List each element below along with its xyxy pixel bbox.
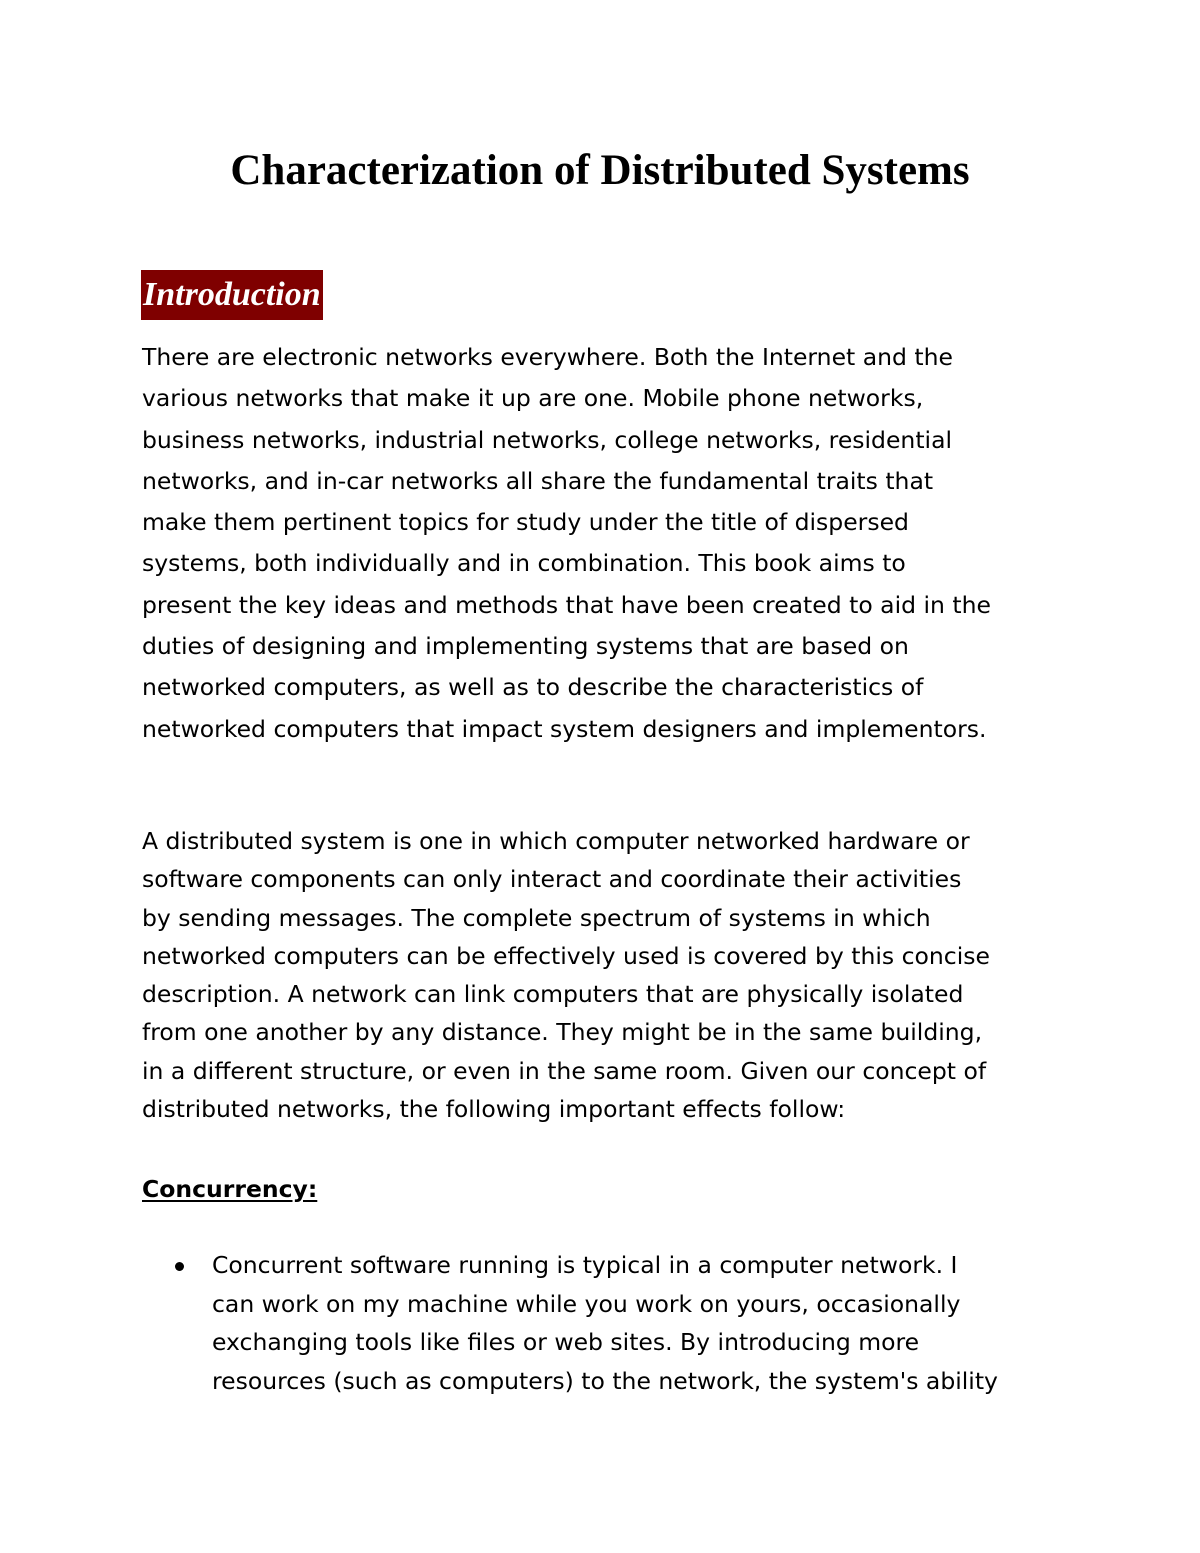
paragraph-line: A distributed system is one in which computer networked hardware or bbox=[142, 827, 970, 855]
definition-paragraph bbox=[142, 822, 1082, 1128]
paragraph-line: business networks, industrial networks, college networks, residential bbox=[142, 425, 953, 454]
paragraph-line: from one another by any distance. They might be in the same building, bbox=[142, 1018, 983, 1047]
paragraph-line: in a different structure, or even in the same room. Given our concept of bbox=[142, 1056, 987, 1085]
paragraph-line: systems, both individually and in combination. This book aims to bbox=[142, 549, 906, 578]
bullet-line: resources (such as computers) to the network, the system's ability bbox=[212, 1367, 998, 1396]
paragraph-line: networked computers, as well as to describe the characteristics of bbox=[142, 673, 924, 702]
paragraph-line: distributed networks, the following important effects follow: bbox=[142, 1095, 846, 1124]
bullet-line: exchanging tools like files or web sites. By introducing more bbox=[212, 1328, 920, 1357]
concurrency-heading: Concurrency: bbox=[142, 1175, 318, 1203]
introduction-heading: Introduction bbox=[141, 270, 323, 320]
paragraph-line: various networks that make it up are one. Mobile phone networks, bbox=[142, 384, 924, 413]
document-title: Characterization of Distributed Systems bbox=[230, 147, 970, 194]
introduction-paragraph bbox=[142, 337, 1082, 750]
paragraph-line: duties of designing and implementing systems that are based on bbox=[142, 632, 909, 661]
paragraph-line: networks, and in-car networks all share the fundamental traits that bbox=[142, 466, 934, 495]
paragraph-line: description. A network can link computers that are physically isolated bbox=[142, 980, 964, 1009]
paragraph-line: software components can only interact and coordinate their activities bbox=[142, 865, 962, 894]
concurrency-bullet-list bbox=[142, 1246, 1142, 1401]
paragraph-line: present the key ideas and methods that have been created to aid in the bbox=[142, 590, 991, 619]
paragraph-line: by sending messages. The complete spectrum of systems in which bbox=[142, 903, 931, 932]
paragraph-line: make them pertinent topics for study under the title of dispersed bbox=[142, 508, 909, 537]
list-item bbox=[142, 1246, 1142, 1401]
paragraph-line: networked computers can be effectively used is covered by this concise bbox=[142, 941, 990, 970]
paragraph-line: networked computers that impact system designers and implementors. bbox=[142, 714, 987, 743]
bullet-line: can work on my machine while you work on yours, occasionally bbox=[212, 1289, 961, 1318]
paragraph-line: There are electronic networks everywhere. Both the Internet and the bbox=[142, 343, 953, 371]
bullet-line: Concurrent software running is typical in a computer network. I bbox=[212, 1251, 958, 1279]
bullet-icon bbox=[175, 1262, 184, 1271]
